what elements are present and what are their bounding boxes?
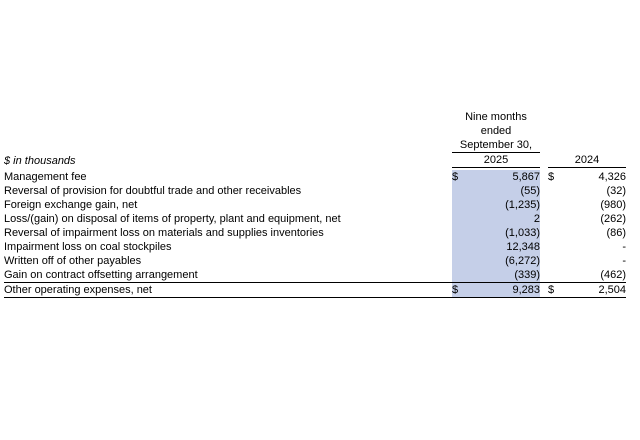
row-value-2025: (1,033) <box>468 226 540 240</box>
row-currency-2025 <box>452 254 468 268</box>
row-label: Management fee <box>4 171 87 183</box>
row-value-2025: 12,348 <box>468 240 540 254</box>
header-spacer <box>4 110 452 138</box>
total-value-2025: 9,283 <box>468 283 540 298</box>
row-value-2024: (86) <box>606 227 626 239</box>
table-row <box>4 254 626 268</box>
row-label: Impairment loss on coal stockpiles <box>4 241 172 253</box>
row-currency-2024 <box>548 226 562 240</box>
row-gap <box>540 240 548 254</box>
row-label: Loss/(gain) on disposal of items of property, plant and equipment, net <box>4 213 341 225</box>
row-label: Reversal of impairment loss on materials and supplies inventories <box>4 227 324 239</box>
table-row <box>4 198 626 212</box>
total-label: Other operating expenses, net <box>4 283 452 298</box>
row-currency-2025 <box>452 268 468 283</box>
header-period-row-2 <box>4 138 626 153</box>
header-spacer-7 <box>548 138 562 153</box>
row-value-2025: (6,272) <box>468 254 540 268</box>
row-gap <box>540 198 548 212</box>
row-gap <box>540 254 548 268</box>
header-spacer-2 <box>540 110 548 138</box>
row-value-2024: - <box>622 241 626 253</box>
row-currency-2025 <box>452 240 468 254</box>
period-title-line2: September 30, <box>452 138 540 153</box>
row-currency-2025: $ <box>452 170 468 184</box>
row-value-2024: - <box>622 255 626 267</box>
table-row <box>4 170 626 184</box>
row-currency-2024 <box>548 212 562 226</box>
row-value-2024: (262) <box>600 213 626 225</box>
row-value-2024: (462) <box>600 269 626 281</box>
table-row <box>4 212 626 226</box>
row-currency-2025 <box>452 184 468 198</box>
period-title-line1: Nine months ended <box>465 111 527 137</box>
total-currency-2025: $ <box>452 283 468 298</box>
header-spacer-4 <box>562 110 626 138</box>
header-spacer-8 <box>562 138 626 153</box>
year-gap <box>540 153 548 168</box>
header-spacer-3 <box>548 110 562 138</box>
row-gap <box>540 268 548 283</box>
row-currency-2025 <box>452 226 468 240</box>
header-spacer-6 <box>540 138 548 153</box>
row-gap <box>540 170 548 184</box>
table-row <box>4 240 626 254</box>
row-currency-2025 <box>452 198 468 212</box>
row-value-2025: (1,235) <box>468 198 540 212</box>
row-currency-2024 <box>548 184 562 198</box>
row-value-2025: 2 <box>468 212 540 226</box>
row-value-2024: (32) <box>606 185 626 197</box>
row-value-2025: (339) <box>468 268 540 283</box>
header-spacer-5 <box>4 138 452 153</box>
total-value-2024: 2,504 <box>562 283 626 298</box>
row-currency-2024 <box>548 254 562 268</box>
row-currency-2024 <box>548 268 562 283</box>
units-note: $ in thousands <box>4 154 76 167</box>
row-label: Reversal of provision for doubtful trade and other receivables <box>4 185 302 197</box>
total-currency-2024: $ <box>548 283 562 298</box>
row-value-2025: (55) <box>468 184 540 198</box>
total-row <box>4 283 626 298</box>
year-header-current: 2025 <box>452 153 540 168</box>
row-gap <box>540 226 548 240</box>
row-gap <box>540 184 548 198</box>
row-label: Gain on contract offsetting arrangement <box>4 269 198 281</box>
table-row <box>4 184 626 198</box>
year-header-prior: 2024 <box>548 153 626 168</box>
row-value-2024: (980) <box>600 199 626 211</box>
row-currency-2025 <box>452 212 468 226</box>
row-currency-2024 <box>548 198 562 212</box>
units-and-years-row <box>4 153 626 168</box>
total-gap <box>540 283 548 298</box>
row-gap <box>540 212 548 226</box>
header-period-row <box>4 110 626 138</box>
table-row <box>4 226 626 240</box>
row-label: Foreign exchange gain, net <box>4 199 138 211</box>
other-operating-expenses-table <box>4 110 626 298</box>
row-currency-2024: $ <box>548 171 555 183</box>
row-label: Written off of other payables <box>4 255 142 267</box>
row-currency-2024 <box>548 240 562 254</box>
table-row <box>4 268 626 283</box>
row-value-2024: 4,326 <box>598 171 626 183</box>
row-value-2025: 5,867 <box>468 170 540 184</box>
